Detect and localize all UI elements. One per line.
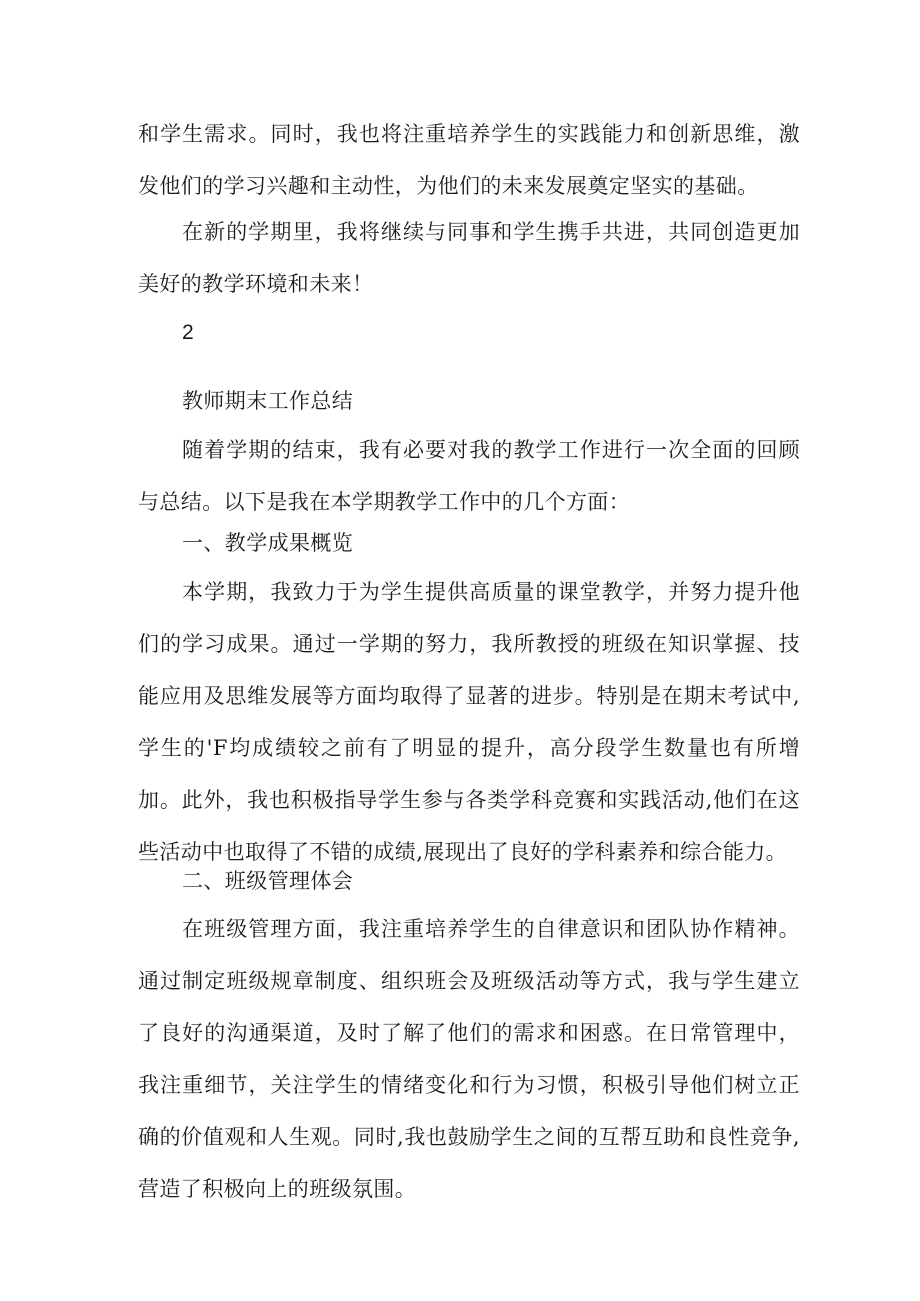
document-title: 教师期末工作总结	[182, 389, 354, 413]
paragraph-new-semester: 在新的学期里，我将继续与同事和学生携手共进，共同创造更加美好的教学环境和未来！	[138, 220, 800, 296]
paragraph-continuation: 和学生需求。同时，我也将注重培养学生的实践能力和创新思维，激发他们的学习兴趣和主动性，为他们的未来发展奠定坚实的基础。	[138, 122, 800, 198]
paragraph-intro: 随着学期的结束，我有必要对我的教学工作进行一次全面的回顾与总结。以下是我在本学期教学工作中的几个方面：	[138, 438, 800, 514]
heading-class-management: 二、班级管理体会	[182, 869, 354, 893]
section-number: 2	[182, 321, 195, 344]
paragraph-teaching-results: 本学期，我致力于为学生提供高质量的课堂教学，并努力提升他们的学习成果。通过一学期的努力，我所教授的班级在知识掌握、技能应用及思维发展等方面均取得了显著的进步。特别是在期末考试中,学生的'F均成绩较之前有了明显的提升，高分段学生数量也有所增加。此外，我也积极指导学生参与各类学科竞赛和实践活动,他们在这些活动中也取得了不错的成绩,展现出了良好的学科素养和综合能力。	[138, 580, 800, 864]
heading-teaching-results: 一、教学成果概览	[182, 531, 354, 555]
paragraph-class-management: 在班级管理方面，我注重培养学生的自律意识和团队协作精神。通过制定班级规章制度、组织班会及班级活动等方式，我与学生建立了良好的沟通渠道，及时了解了他们的需求和困惑。在日常管理中，我注重细节，关注学生的情绪变化和行为习惯，积极引导他们树立正确的价值观和人生观。同时,我也鼓励学生之间的互帮互助和良性竞争,营造了积极向上的班级氛围。	[138, 917, 800, 1201]
